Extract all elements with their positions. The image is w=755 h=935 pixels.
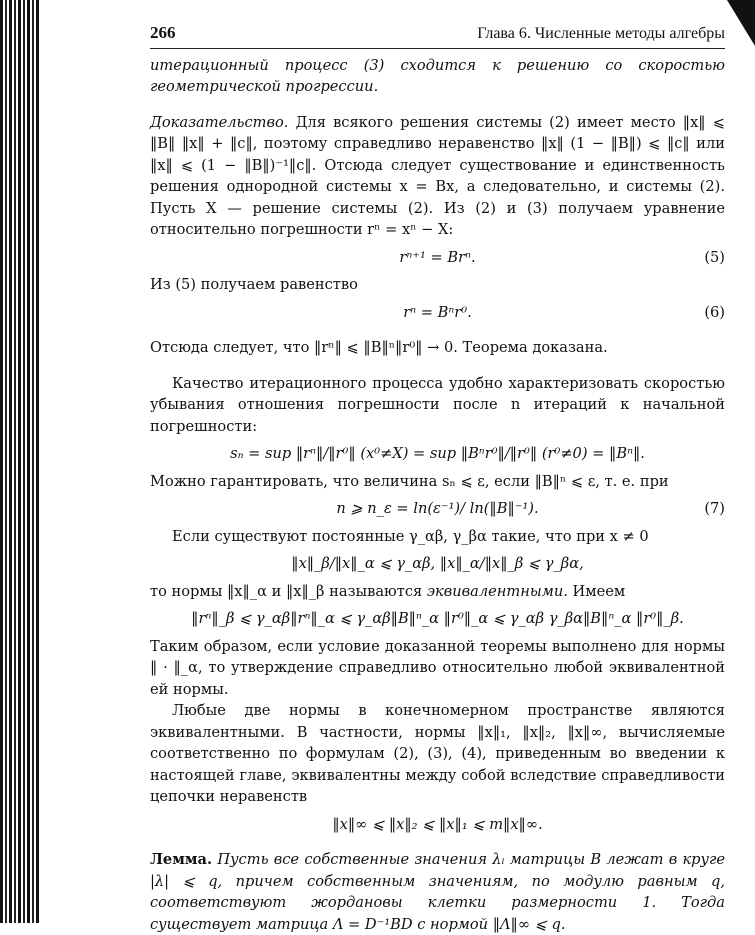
- proof-text: Для всякого решения системы (2) имеет место ‖x‖ ⩽ ‖B‖ ‖x‖ + ‖c‖, поэтому справедливо неравенство ‖x‖ (1 − ‖B‖) ⩽ ‖c‖ или ‖x‖ ⩽ (1 − ‖B‖)⁻¹‖c‖. Отсюда следует существование и единственность решения однородной системы x = Bx, а следовательно, и системы (2). Пусть X — решение системы (2). Из (2) и (3) получаем уравнение относительно погрешности rⁿ = xⁿ − X:: [150, 113, 726, 238]
- book-page: [150, 22, 725, 935]
- equation-chain-body: ‖rⁿ‖_β ⩽ γ_αβ‖rⁿ‖_α ⩽ γ_αβ‖B‖ⁿ_α ‖r⁰‖_α ⩽ γ_αβ γ_βα‖B‖ⁿ_α ‖r⁰‖_β.: [191, 610, 684, 627]
- equation-norms-body: ‖x‖∞ ⩽ ‖x‖₂ ⩽ ‖x‖₁ ⩽ m‖x‖∞.: [332, 815, 543, 833]
- page-corner: [727, 0, 755, 46]
- equation-5-number: (5): [704, 248, 725, 266]
- thus-paragraph: Таким образом, если условие доказанной теоремы выполнено для нормы ‖ · ‖_α, то утверждение справедливо относительно любой эквивалентной ей нормы.: [150, 637, 725, 698]
- equivalence-text-a: то нормы ‖x‖_α и ‖x‖_β называются: [150, 582, 427, 600]
- running-header: [150, 22, 725, 45]
- lemma-label: Лемма.: [150, 851, 213, 868]
- equation-sn-body: sₙ = sup ‖rⁿ‖/‖r⁰‖ (x⁰≠X) = sup ‖Bⁿr⁰‖/‖r⁰‖ (r⁰≠0) = ‖Bⁿ‖.: [230, 445, 645, 462]
- lemma-text: Пусть все собственные значения λᵢ матрицы B лежат в круге |λ| ⩽ q, причем собственным значениям, по модулю равным q, соответствуют жордановы клетки размерности 1. Тогда существует матрица Λ = D⁻¹BD с нормой ‖Λ‖∞ ⩽ q.: [150, 851, 725, 933]
- header-rule: [150, 48, 725, 49]
- conclusion-text: Отсюда следует, что ‖rⁿ‖ ⩽ ‖B‖ⁿ‖r⁰‖ → 0. Теорема доказана.: [150, 339, 608, 356]
- page-number: 266: [150, 23, 176, 42]
- from-eq5-text: Из (5) получаем равенство: [150, 276, 358, 293]
- proof-paragraph: [150, 112, 725, 241]
- proof-label: Доказательство.: [150, 113, 289, 131]
- equation-7-body: n ⩾ n_ε = ln(ε⁻¹)/ ln(‖B‖⁻¹).: [336, 500, 539, 517]
- equation-chain: [150, 608, 725, 630]
- quality-paragraph: Качество итерационного процесса удобно характеризовать скоростью убывания отношения погрешности после n итераций к начальной погрешности:: [150, 374, 725, 435]
- equivalence-term: эквивалентными.: [426, 582, 568, 600]
- equivalence-text: [150, 581, 725, 603]
- equation-gamma: [150, 553, 725, 575]
- equation-5-body: rⁿ⁺¹ = Brⁿ.: [399, 248, 476, 266]
- lemma-paragraph: [150, 849, 725, 935]
- equivalence-text-c: Имеем: [567, 582, 626, 600]
- equation-gamma-body: ‖x‖_β/‖x‖_α ⩽ γ_αβ, ‖x‖_α/‖x‖_β ⩽ γ_βα,: [291, 555, 584, 572]
- equation-norms: [150, 814, 725, 836]
- equation-sn: [150, 443, 725, 465]
- any-norms-paragraph: Любые две нормы в конечномерном пространстве являются эквивалентными. В частности, нормы ‖x‖₁, ‖x‖₂, ‖x‖∞, вычисляемые соответственно по формулам (2), (3), (4), приведенным во введении к настоящей главе, эквивалентны между собой вследствие справедливости цепочки неравенств: [150, 702, 725, 805]
- equation-5: [150, 247, 725, 269]
- constants-text: Если существуют постоянные γ_αβ, γ_βα такие, что при x ≠ 0: [172, 527, 649, 545]
- equation-7-number: (7): [704, 500, 725, 517]
- guarantee-text: Можно гарантировать, что величина sₙ ⩽ ε, если ‖B‖ⁿ ⩽ ε, т. е. при: [150, 472, 669, 490]
- equation-6: [150, 302, 725, 324]
- equation-6-body: rⁿ = Bⁿr⁰.: [403, 303, 472, 321]
- equation-7: [150, 498, 725, 520]
- chapter-title: Глава 6. Численные методы алгебры: [477, 25, 725, 42]
- equation-6-number: (6): [704, 303, 725, 321]
- binding-edge: [0, 0, 40, 923]
- theorem-tail: итерационный процесс (3) сходится к решению со скоростью геометрической прогрессии.: [150, 56, 725, 95]
